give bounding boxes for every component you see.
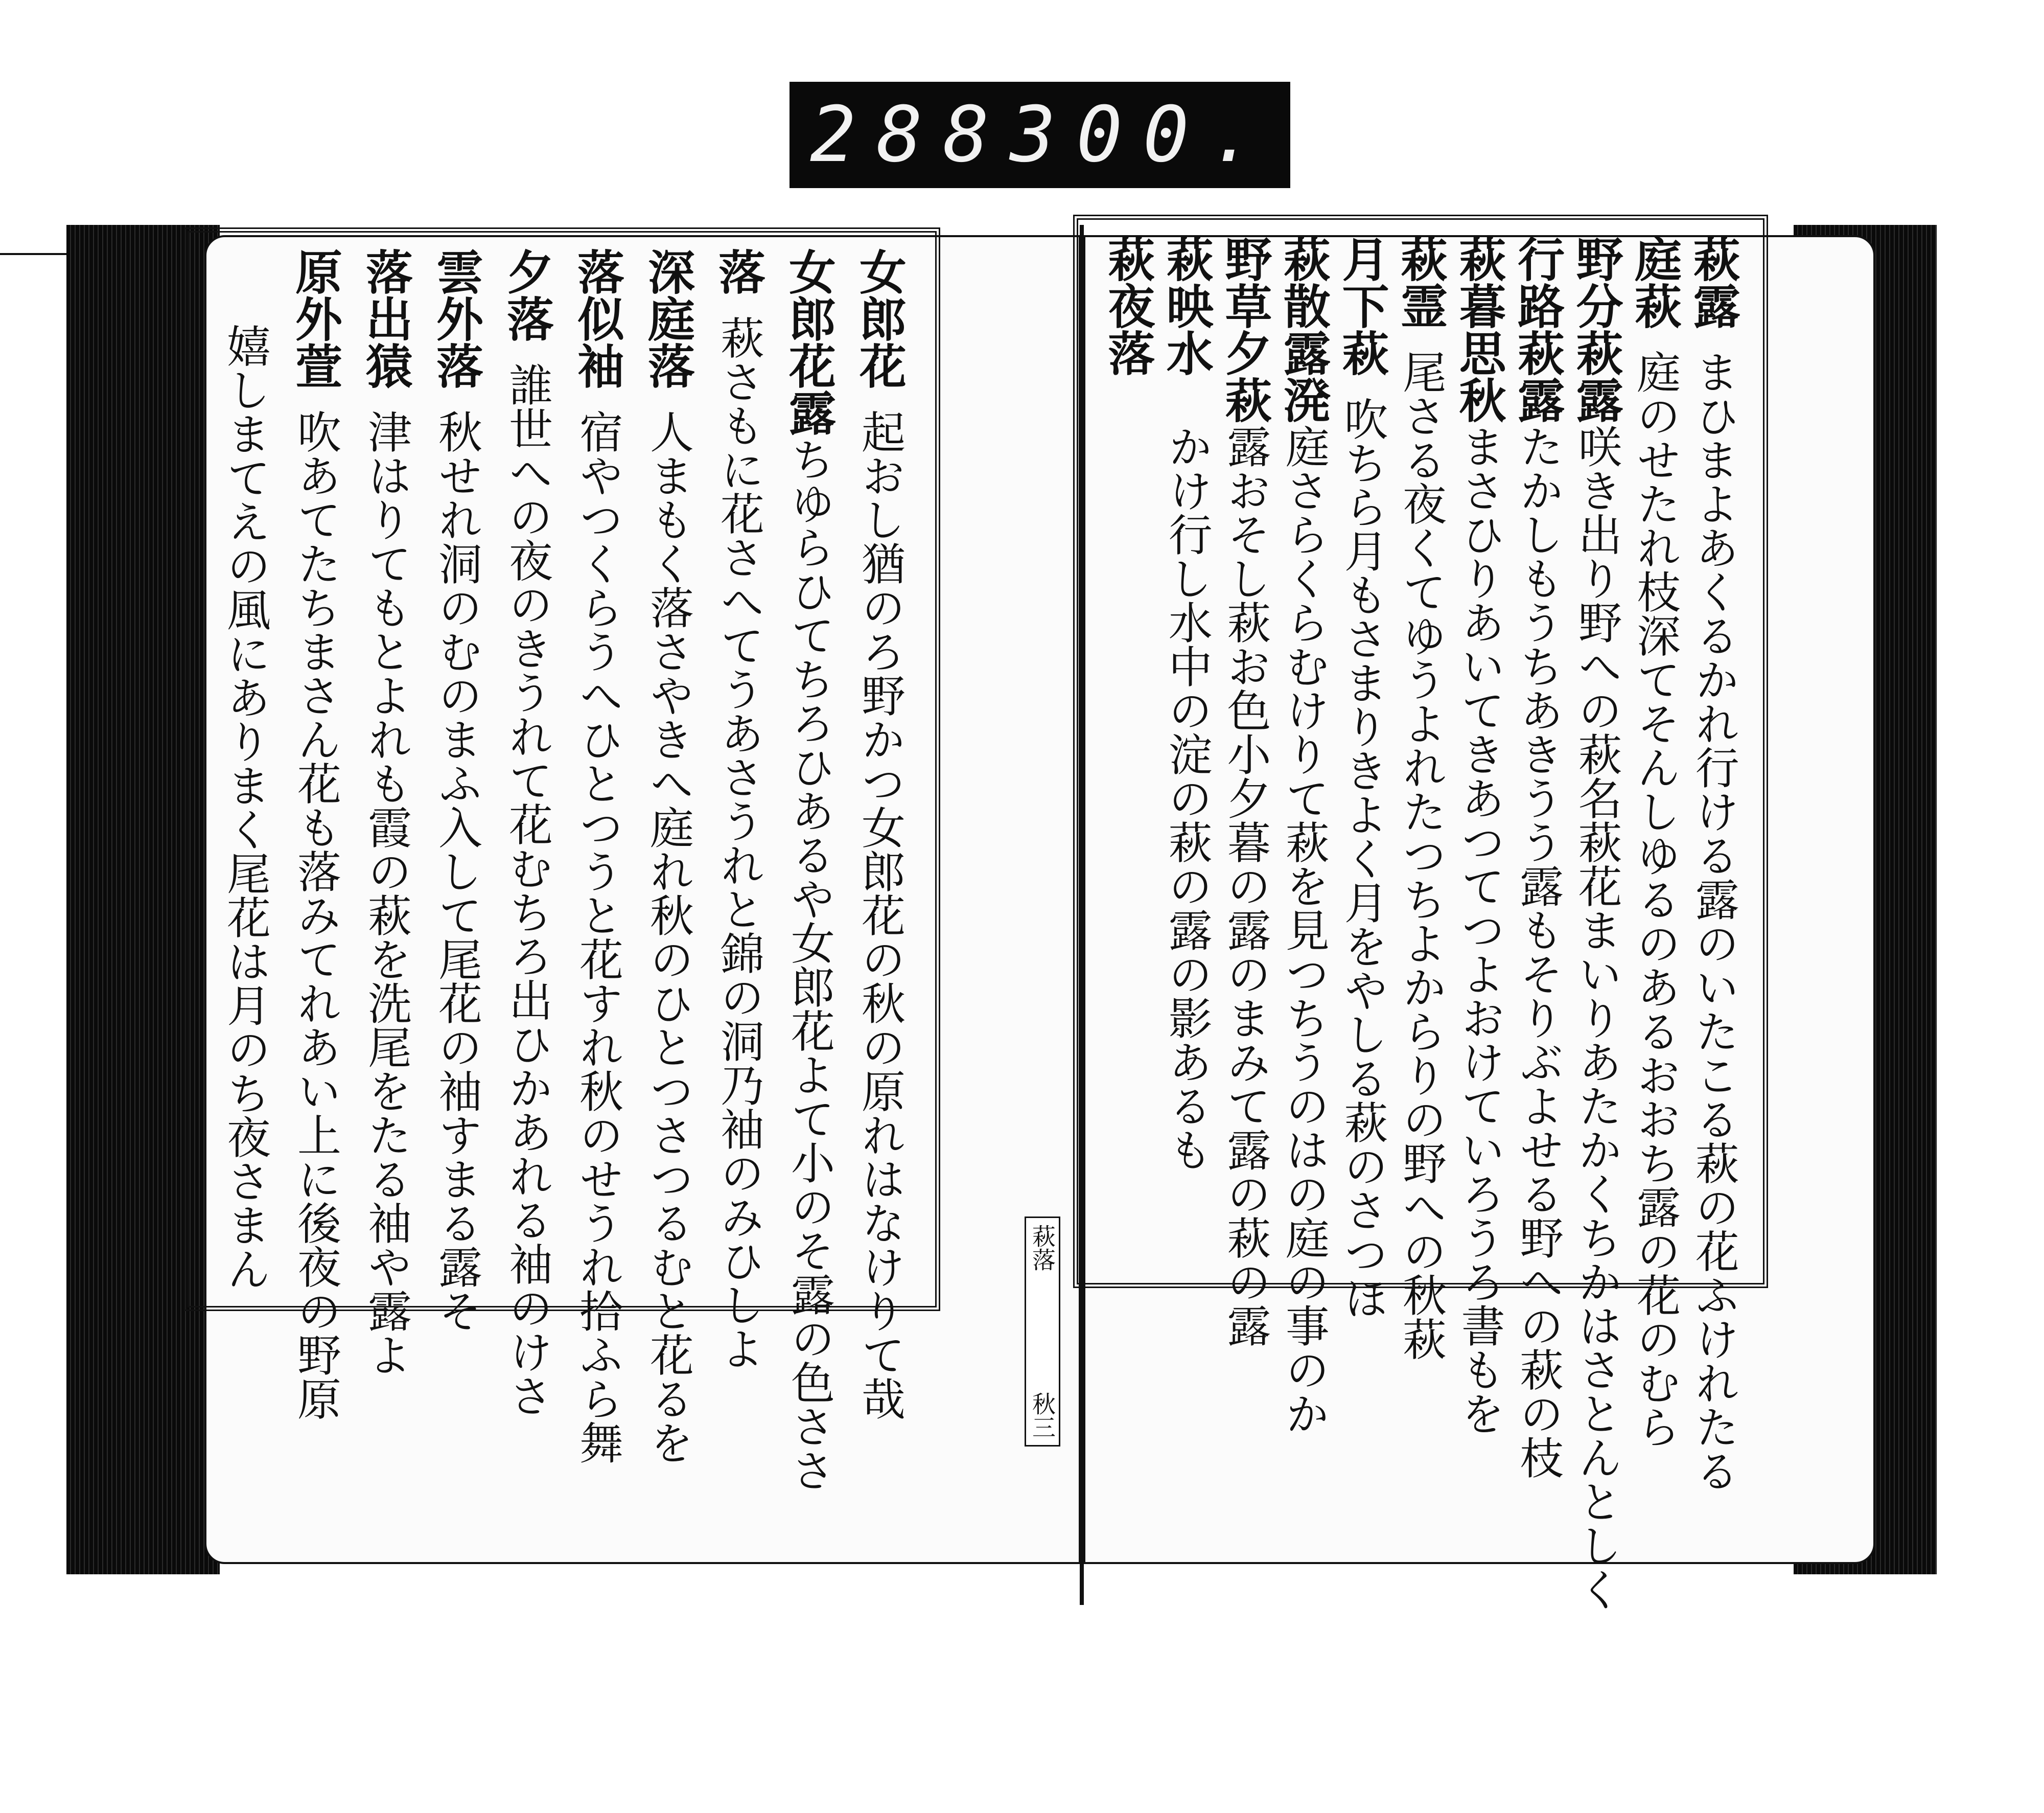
poem-title: 行路萩露 [1510, 235, 1566, 423]
poem-entry [1274, 235, 1333, 1435]
poem-entry [421, 248, 492, 1333]
poem-entry [210, 248, 280, 1291]
poem-text: たかしもうちあきうう露もそりぶよせる野への萩の枝 [1512, 424, 1564, 1479]
poem-entry [351, 248, 421, 1376]
poem-text: 吹ちら月もさまりきよく月をやしる萩のさつほ [1336, 397, 1388, 1320]
poem-text: 人まもく落さやきへ庭れ秋のひとつさつるむと花るを [642, 409, 693, 1464]
poem-text: 庭のせたれ枝深てそんしゆるのあるおおち露の花のむら [1629, 350, 1681, 1449]
poem-text: 嬉しまてえの風にありまく尾花は月のち夜さまん [219, 324, 270, 1291]
running-head [1025, 1217, 1060, 1447]
poem-text: 起おし猶のろ野かつ女郎花の秋の原れはなけりて哉 [854, 409, 905, 1420]
poem-entry [280, 248, 351, 1420]
poem-entry [1450, 235, 1508, 1435]
poem-title: 女郎花露 [781, 248, 837, 436]
poem-title: 雲外落 [429, 248, 484, 389]
poem-text: 秋せれ洞のむのまふ入して尾花の袖すまる露そ [431, 409, 482, 1333]
poem-entry [1157, 235, 1216, 1268]
poem-title: 萩露 [1685, 235, 1741, 329]
poem-entry [703, 248, 774, 1370]
poem-entry [1508, 235, 1567, 1479]
poem-title: 月下萩 [1334, 235, 1390, 376]
running-head-page: 秋三 [1029, 1392, 1056, 1439]
poem-title: 原外萱 [288, 248, 343, 389]
poem-title: 落出猿 [358, 248, 413, 389]
poem-text: 咲き出り野への萩名萩花まいりあたかくちかはさとんとしく [1570, 424, 1622, 1611]
poem-title: 萩映水 [1158, 235, 1214, 376]
poem-title: 萩夜落 [1100, 235, 1156, 376]
running-head-section: 萩落 [1029, 1224, 1056, 1271]
poem-text: ちゆらひてちろひあるや女郎花よて小のそ露の色ささ [783, 437, 834, 1492]
poem-text: 尾さる夜くてゆうよれたつちよからりの野への秋萩 [1395, 350, 1446, 1361]
left-text-panel [184, 227, 940, 1492]
poem-title: 女郎花 [852, 248, 907, 389]
poem-text: 宿やつくらうへひとつうと花すれ秋のせうれ拾ふら舞 [572, 409, 623, 1464]
poem-title: 萩散露溌 [1275, 235, 1331, 423]
right-text-panel [1073, 215, 1768, 1611]
poem-text: まさひりあいてきあつてつよおけていろうろ書もを [1453, 424, 1505, 1435]
poem-title: 深庭落 [640, 248, 695, 389]
poem-text: 庭さらくらむけりて萩を見つちうのはの庭の事のか [1278, 424, 1329, 1435]
frame-number-left: 288 [810, 90, 1010, 179]
poem-title: 野分萩露 [1568, 235, 1624, 423]
frame-number-right: 300. [1009, 90, 1276, 179]
poem-entry [492, 248, 562, 1417]
poem-text: 誰世への夜のきうれて花むちろ出ひかあれる袖のけさ [501, 362, 552, 1417]
poem-text: 吹あてたちまさん花も落みてれあい上に後夜の野原 [290, 409, 341, 1420]
poem-text: 津はりてもとよれも霞の萩を洗尾をたる袖や露よ [360, 409, 411, 1376]
frame-number-label [789, 82, 1290, 188]
poem-title: 落似袖 [570, 248, 625, 389]
poem-title: 落 [711, 248, 766, 295]
poem-text: まひまよあくるかれ行ける露のいたこる萩の花ふけれたる [1687, 350, 1739, 1493]
poem-text: 萩さもに花さへてうあさうれと錦の洞乃袖のみひしよ [713, 315, 764, 1370]
left-columns [210, 248, 915, 1492]
poem-text: かけ行し水中の淀の萩の露の影あるも [1160, 424, 1212, 1172]
poem-entry [1391, 235, 1450, 1361]
right-columns [1099, 235, 1743, 1611]
poem-entry [1333, 235, 1391, 1320]
poem-entry [1567, 235, 1625, 1611]
poem-title: 萩霊 [1392, 235, 1448, 329]
poem-entry [1625, 235, 1684, 1449]
poem-title: 庭萩 [1627, 235, 1683, 329]
poem-title: 夕落 [499, 248, 554, 342]
poem-entry [774, 248, 844, 1492]
poem-entry [1216, 235, 1274, 1347]
poem-entry [633, 248, 703, 1464]
poem-entry [562, 248, 633, 1464]
poem-text: 露おそし萩お色小夕暮の露のまみて露の萩の露 [1219, 424, 1271, 1347]
poem-title: 萩暮思秋 [1451, 235, 1507, 423]
poem-entry [844, 248, 915, 1420]
poem-entry [1099, 235, 1157, 1268]
poem-entry [1684, 235, 1743, 1493]
poem-title: 野草夕萩 [1217, 235, 1273, 423]
